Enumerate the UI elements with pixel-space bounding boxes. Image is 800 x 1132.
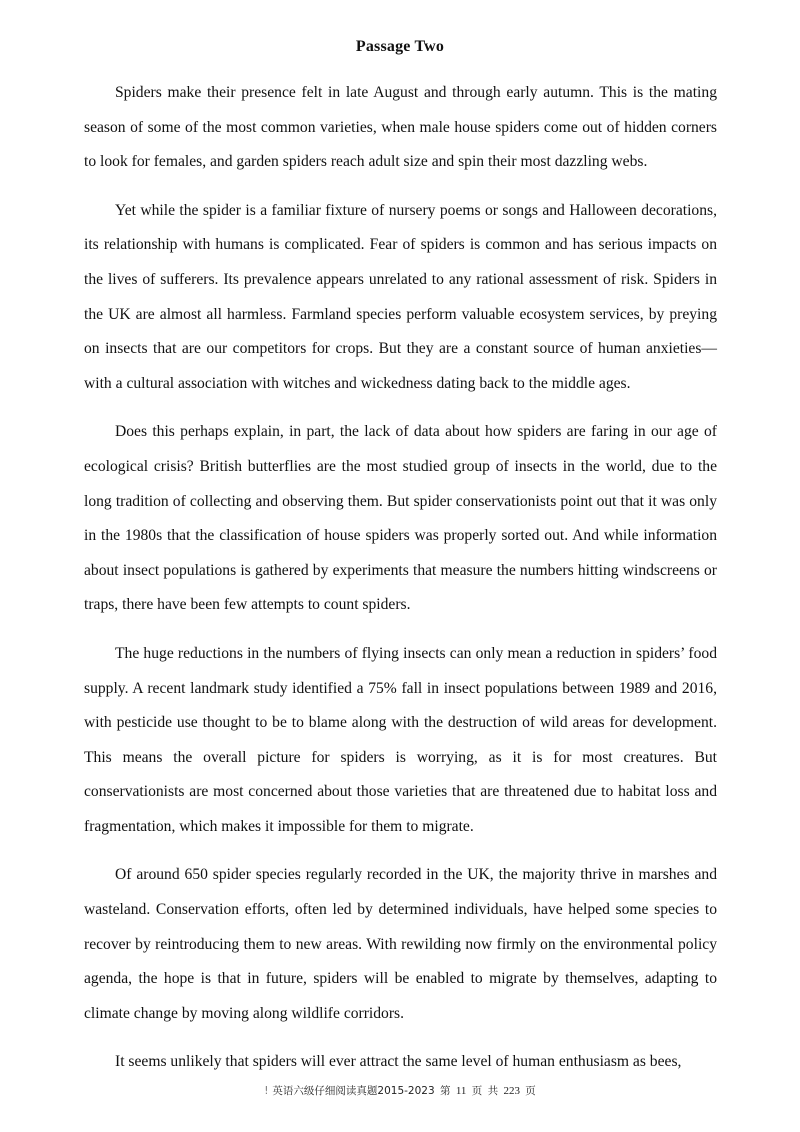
passage-title: Passage Two xyxy=(355,38,445,55)
footer-total-pages: 223 xyxy=(503,1085,520,1097)
paragraph-2: Yet while the spider is a familiar fixture of nursery poems or songs and Halloween decorations, its relationship with humans is complicated. Fear of spiders is common and has serious impacts on the lives of sufferers. Its prevalence appears unrelated to any rational assessment of risk. Spiders in the UK are almost all harmless. Farmland species perform valuable ecosystem services, by preying on insects that are our competitors for crops. But they are a constant source of human anxieties—with a cultural association with witches and wickedness dating back to the middle ages. xyxy=(84,201,717,392)
footer-page-number: 11 xyxy=(455,1085,467,1097)
paragraph-4: The huge reductions in the numbers of flying insects can only mean a reduction in spiders’ food supply. A recent landmark study identified a 75% fall in insect populations between 1989 and 2016, with pesticide use thought to be to blame along with the destruction of wild areas for development. This means the overall picture for spiders is worrying, as it is for most creatures. But conservationists are most concerned about those varieties that are threatened due to habitat loss and fragmentation, which makes it impossible for them to migrate. xyxy=(84,644,717,835)
footer-page-unit: 页 xyxy=(471,1085,483,1097)
page-footer xyxy=(0,1083,800,1098)
paragraph-3: Does this perhaps explain, in part, the lack of data about how spiders are faring in our age of ecological crisis? British butterflies are the most studied group of insects in the world, due to the long tradition of collecting and observing them. But spider conservationists point out that it was only in the 1980s that the classification of house spiders was properly sorted out. And while information about insect populations is gathered by experiments that measure the numbers hitting windscreens or traps, there have been few attempts to count spiders. xyxy=(84,423,717,614)
footer-page-prefix: 第 xyxy=(439,1085,451,1097)
passage-body xyxy=(84,76,717,1094)
paragraph-5: Of around 650 spider species regularly recorded in the UK, the majority thrive in marshes and wasteland. Conservation efforts, often led by determined individuals, have helped some species to recover by reintroducing them to new areas. With rewilding now firmly on the environmental policy agenda, the hope is that in future, spiders will be enabled to migrate by themselves, adapting to climate change by moving along wildlife corridors. xyxy=(84,866,717,1022)
footer-total-prefix: 共 xyxy=(487,1085,499,1097)
paragraph-6: It seems unlikely that spiders will ever attract the same level of human enthusiasm as bees, xyxy=(115,1053,682,1071)
footer-mark: ! xyxy=(264,1085,269,1097)
footer-book-title: 英语六级仔细阅读真题2015-2023 xyxy=(272,1085,435,1097)
footer-total-unit: 页 xyxy=(525,1085,536,1097)
paragraph-1: Spiders make their presence felt in late August and through early autumn. This is the mating season of some of the most common varieties, when male house spiders come out of hidden corners to look for females, and garden spiders reach adult size and spin their most dazzling webs. xyxy=(84,84,717,171)
